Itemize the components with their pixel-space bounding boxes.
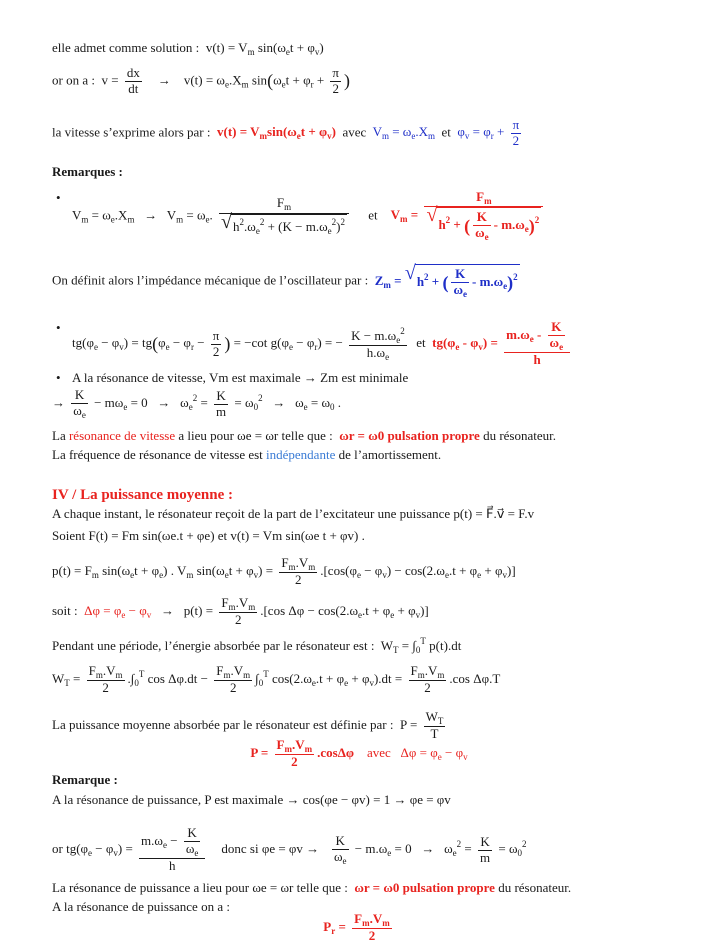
- line-puissance: A chaque instant, le résonateur reçoit de la part de l’excitateur une puissance p(t) = F⃗.v⃗ = F.v: [52, 506, 535, 521]
- section-title: IV / La puissance moyenne :: [52, 487, 233, 503]
- line-solution: elle admet comme solution : $v(t) = V_m$ $\sin(\omega_et + \varphi_v)$: [52, 40, 324, 57]
- remarque-heading: Remarque :: [52, 772, 118, 787]
- line-periode: Pendant une période, l’énergie absorbée par le résonateur est : $W_T = \int_0^T$ p(t).dt: [52, 636, 462, 655]
- line-frequence: La fréquence de résonance de vitesse est indépendante de l’amortissement.: [52, 447, 442, 462]
- bullet-vm: • $V_m = \omega_e.X_m \to V_m = \omega_e$. $F_m$ √ $h^2.\omega_e^2 + (K - m.\omega_e^2)^2$ et $V_m$ = $F_m$ √ $h^2$ + ( $\frac{K}{\omega_e}$ - $m.\omega_e)^2$: [72, 190, 546, 243]
- line-resonance-lieu: La résonance de puissance a lieu pour ωe = ωr telle que : ωr = ω0 pulsation propre du résonateur.: [52, 880, 572, 895]
- line-soit: soit : $\Delta\varphi = \varphi_e - \varphi_v \to p(t)$ = $\frac{F_m.V_m}{2}$ .[cos $\Delta\varphi - \cos(2.\omega_e.t + \varphi_e + \varphi_v)$]: [52, 595, 429, 628]
- line-resonance-vitesse: La résonance de vitesse a lieu pour ωe = ωr telle que : ωr = ω0 pulsation propre du résonateur.: [52, 428, 556, 443]
- line-omega-eq: → $\frac{K}{\omega_e}$ − $m\omega_e = 0 \to \omega_e^2$ = $\frac{K}{m}$ = $\omega_0^2 \to \omega_e = \omega_0$ .: [52, 387, 342, 420]
- bullet-tg: • $tg(\varphi_e - \varphi_v) = tg(\varphi_e - \varphi_r$ − $\frac{\pi}{2}$ ) = −cot $g(\varphi_e - \varphi_r)$ = − $\frac{K - m.\omega_e^2}{h.\omega_e}$ et $tg(\varphi_e - \varphi_v)$ = $m.\omega_e$ - $\frac{K}{\omega_e}$ h: [72, 320, 573, 368]
- line-pt: $p(t) = F_m$ $\sin(\omega_et + \varphi_e)$ . $V_m$ $\sin(\omega_et + \varphi_v)$ = $\frac{F_m.V_m}{2}$ $.[\cos(\varphi_e - \varphi_v) - \cos(2.\omega_e.t + \varphi_e + \varphi_v)]$: [52, 555, 516, 588]
- formula-pr: $P_r$ = $\frac{F_m.V_m}{2}$: [323, 911, 390, 944]
- line-soient: Soient F(t) = Fm sin(ωe.t + φe) et v(t) = Vm sin(ωe t + φv) .: [52, 528, 365, 543]
- bullet-resonance-vitesse: • A la résonance de vitesse, Vm est maximale → Zm est minimale: [72, 370, 408, 386]
- line-wt: $W_T$ = $\frac{F_m.V_m}{2}$ $.\int_0^T$ cos Δφ.dt − $\frac{F_m.V_m}{2}$ $\int_0^T$ $\cos(2.\omega_e.t + \varphi_e + \varphi_v).dt$ = $\frac{F_m.V_m}{2}$ .cos Δφ.T: [52, 663, 501, 696]
- line-or-tg: or $tg(\varphi_e - \varphi_v)$ = $m.\omega_e$ − $\frac{K}{\omega_e}$ h donc si φe = φv → $\frac{K}{\omega_e}$ − $m.\omega_e = 0 \to \omega_e^2$ = $\frac{K}{m}$ = $\omega_0^2$: [52, 825, 527, 874]
- line-resonance-on-a: A la résonance de puissance on a :: [52, 899, 230, 914]
- remarques-heading: Remarques :: [52, 164, 123, 179]
- line-resonance-puissance: A la résonance de puissance, P est maximale → cos(φe − φv) = 1 → φe = φv: [52, 792, 451, 807]
- line-or-on-a: or on a : v = $\frac{dx}{dt}$ → $v(t) = \omega_e.X_m$ $\sin(\omega_et + \varphi_r$ + $\frac{\pi}{2}$ ): [52, 65, 350, 96]
- formula-p: P = $\frac{F_m.V_m}{2}$ .cosΔφ avec $\Delta\varphi = \varphi_e - \varphi_v$: [250, 737, 468, 770]
- line-vitesse: la vitesse s’exprime alors par : $v(t) = V_m\sin(\omega_et + \varphi_v)$ avec $V_m = \omega_e.X_m$ et $\varphi_v = \varphi_r$ + $\frac{\pi}{2}$: [52, 117, 520, 148]
- line-impedance: On définit alors l’impédance mécanique de l’oscillateur par : $Z_m$ = √ $h^2$ + ( $\frac{K}{\omega_e}$ - $m.\omega_e)^2$: [52, 264, 520, 299]
- line-pmoy: La puissance moyenne absorbée par le résonateur est définie par : P = $\frac{W_T}{T}$: [52, 709, 444, 742]
